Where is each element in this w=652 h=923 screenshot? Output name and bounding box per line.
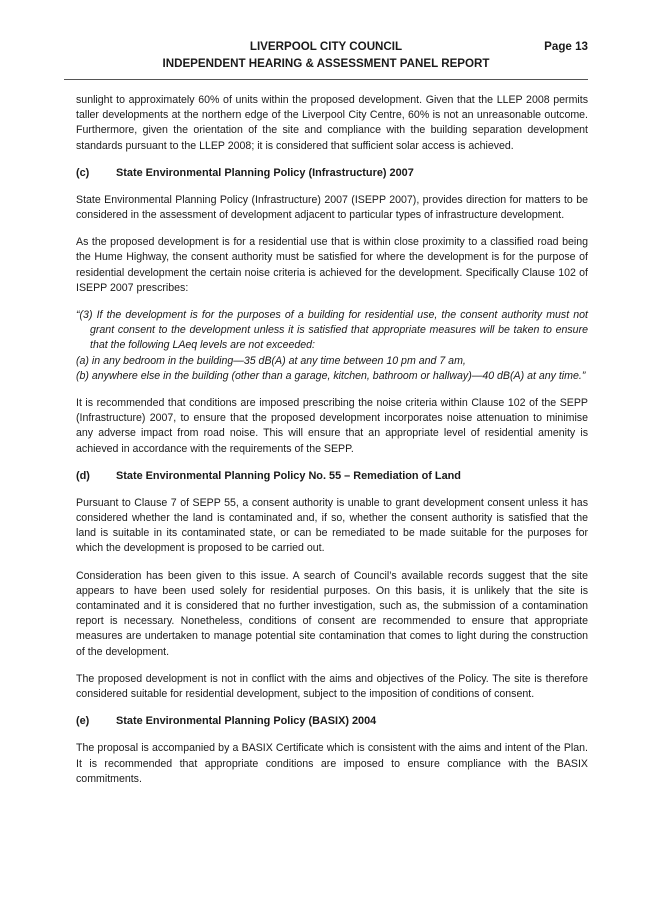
header-report-title: INDEPENDENT HEARING & ASSESSMENT PANEL REPORT xyxy=(162,57,490,70)
paragraph: The proposed development is not in conflict with the aims and objectives of the Policy. The site is therefore considered suitable for residential development, subject to the imposition of conditions of consent. xyxy=(76,672,588,701)
section-title: State Environmental Planning Policy (Infrastructure) 2007 xyxy=(116,166,414,179)
paragraph: State Environmental Planning Policy (Infrastructure) 2007 (ISEPP 2007), provides direction for matters to be considered in the assessment of development adjacent to particular types of infrastructure development. xyxy=(76,193,588,222)
quote-item-a: (a) in any bedroom in the building—35 dB(A) at any time between 10 pm and 7 am, xyxy=(76,354,466,367)
section-heading-c xyxy=(76,166,588,181)
quote-clause-3: “(3) If the development is for the purposes of a building for residential use, the consent authority must not grant consent to the development unless it is satisfied that appropriate measures will be taken to ensure that the following LAeq levels are not exceeded: xyxy=(76,309,588,352)
paragraph: It is recommended that conditions are imposed prescribing the noise criteria within Clause 102 of the SEPP (Infrastructure) 2007, to ensure that the proposed development incorporates noise attenuation to minimise any adverse impact from road noise. This will ensure that an appropriate level of residential amenity is achieved in accordance with the requirements of the SEPP. xyxy=(76,397,588,455)
section-heading-e xyxy=(76,714,588,729)
report-body xyxy=(76,93,588,787)
clause-quote xyxy=(76,308,588,384)
section-heading-d xyxy=(76,469,588,484)
section-label: (c) xyxy=(76,166,90,179)
page-number: Page 13 xyxy=(544,40,588,53)
section-label: (d) xyxy=(76,469,90,482)
page-header xyxy=(64,38,588,72)
paragraph: Consideration has been given to this issue. A search of Council’s available records suggest that the site appears to have been used solely for residential purposes. On this basis, it is unlikely that the site is contaminated and it is considered that no further investigation, such as, the submission of a contamination report is necessary. Nonetheless, conditions of consent are recommended to ensure that appropriate measures are undertaken to manage potential site contamination that comes to light during the construction of the development. xyxy=(76,569,588,658)
paragraph: As the proposed development is for a residential use that is within close proximity to a classified road being the Hume Highway, the consent authority must be satisfied for where the development is for the purpose of residential development the certain noise criteria is achieved for the development. Specifically Clause 102 of ISEPP 2007 prescribes: xyxy=(76,236,588,294)
section-title: State Environmental Planning Policy No. 55 – Remediation of Land xyxy=(116,469,461,482)
paragraph: The proposal is accompanied by a BASIX Certificate which is consistent with the aims and intent of the Plan. It is recommended that appropriate conditions are imposed to ensure compliance with the BASIX commitments. xyxy=(76,742,588,785)
section-title: State Environmental Planning Policy (BASIX) 2004 xyxy=(116,715,377,728)
quote-item-b: (b) anywhere else in the building (other than a garage, kitchen, bathroom or hallway)—40 dB(A) at any time.” xyxy=(76,369,586,382)
section-label: (e) xyxy=(76,715,90,728)
intro-paragraph: sunlight to approximately 60% of units within the proposed development. Given that the LLEP 2008 permits taller developments at the northern edge of the Liverpool City Centre, 60% is not an unreasonable outcome. Furthermore, given the orientation of the site and compliance with the building separation development standards pursuant to the LLEP 2008; it is considered that sufficient solar access is achieved. xyxy=(76,94,588,152)
header-council-name: LIVERPOOL CITY COUNCIL xyxy=(249,40,403,53)
header-divider xyxy=(64,79,588,80)
paragraph: Pursuant to Clause 7 of SEPP 55, a consent authority is unable to grant development consent unless it has considered whether the land is contaminated and, if so, whether the consent authority is satisfied that the land is suitable in its contaminated state, or can be remediated to be made suitable for the purposes for which the development is proposed to be carried out. xyxy=(76,496,588,555)
